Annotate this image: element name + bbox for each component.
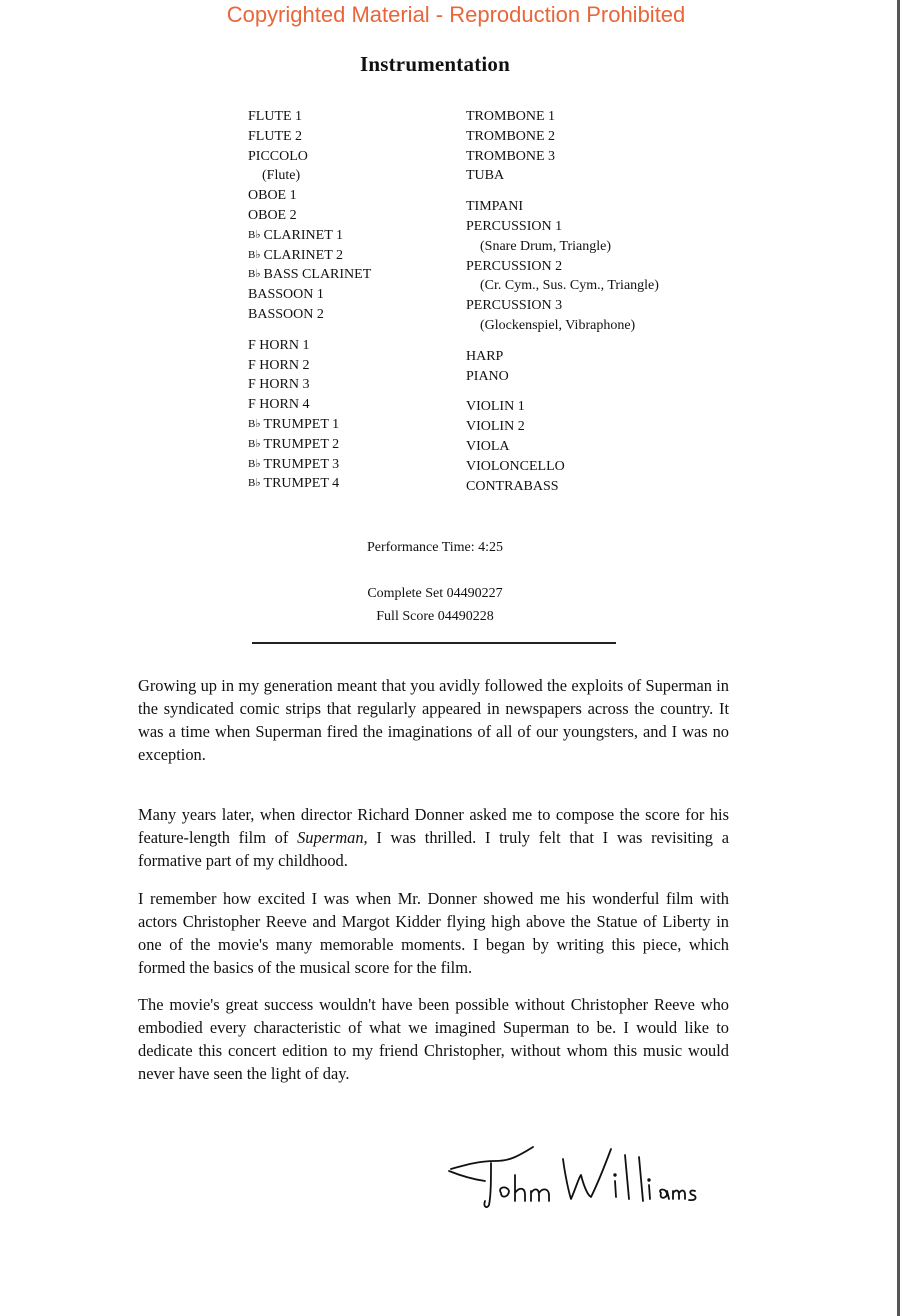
instrument-left-item	[248, 375, 371, 395]
instrument-label: (Glockenspiel, Vibraphone)	[480, 317, 636, 333]
instrument-right-item	[466, 397, 659, 417]
instrument-label: OBOE 2	[248, 207, 297, 223]
instrument-left-item	[248, 455, 371, 475]
flat-symbol: B♭	[248, 268, 261, 281]
instrument-label: BASSOON 2	[248, 306, 324, 322]
flat-symbol: B♭	[248, 417, 261, 430]
instrument-left-item	[248, 474, 371, 494]
list-spacer	[466, 186, 659, 197]
instrument-right-item	[466, 477, 659, 497]
instrument-right-item	[466, 166, 659, 186]
instrument-label: (Snare Drum, Triangle)	[480, 238, 612, 254]
flat-symbol: B♭	[248, 228, 261, 241]
instrument-label: BASSOON 1	[248, 287, 324, 303]
performance-time: Performance Time: 4:25	[366, 540, 504, 555]
instrument-left-item	[248, 415, 371, 435]
instrument-right-item	[466, 347, 659, 367]
instrument-right-item	[466, 437, 659, 457]
instrument-left-item	[248, 147, 371, 167]
flat-symbol: B♭	[248, 437, 261, 450]
instrument-label: TUBA	[466, 168, 505, 184]
instrument-left-item	[248, 107, 371, 127]
instrument-label: TRUMPET 4	[263, 476, 340, 492]
instrument-left-item	[248, 265, 371, 285]
paragraph-1: Growing up in my generation meant that you avidly followed the exploits of Superman in the syndicated comic strips that regularly appeared in newspapers across the country. It was a time when Superman fired the imaginations of all of our youngsters, and I was no exception.	[138, 676, 729, 764]
signature-john-williams	[445, 1135, 705, 1225]
instrument-label: F HORN 3	[248, 377, 310, 393]
instrument-label: BASS CLARINET	[263, 267, 372, 283]
paragraph-3: I remember how excited I was when Mr. Donner showed me his wonderful film with actors Christopher Reeve and Margot Kidder flying high above the Statue of Liberty in one of the movie's many memorable moments. I began by writing this piece, which formed the basics of the musical score for the film.	[138, 889, 729, 977]
instrument-left-item	[248, 356, 371, 376]
instrument-label: VIOLA	[466, 438, 510, 454]
instrument-label: PERCUSSION 1	[466, 218, 563, 234]
instrument-label: TIMPANI	[466, 199, 524, 215]
instrument-label: PIANO	[466, 368, 509, 384]
instrument-label: PERCUSSION 2	[466, 258, 563, 274]
instrument-right-item	[466, 127, 659, 147]
instrument-label: (Flute)	[262, 168, 301, 184]
instrument-label: F HORN 1	[248, 337, 310, 353]
instrument-left-item	[248, 285, 371, 305]
instrument-label: PERCUSSION 3	[466, 298, 563, 314]
flat-symbol: B♭	[248, 248, 261, 261]
instrument-label: VIOLONCELLO	[466, 458, 565, 474]
instrument-right-item	[466, 197, 659, 217]
instrument-label: TRUMPET 2	[263, 436, 340, 452]
instrument-right-item	[466, 296, 659, 316]
instrument-label: TRUMPET 1	[263, 416, 340, 432]
instrument-left-item	[248, 206, 371, 226]
instrument-label: F HORN 4	[248, 397, 310, 413]
instrument-label: FLUTE 2	[248, 128, 303, 144]
instrument-label: TROMBONE 1	[466, 109, 556, 124]
page-title: Instrumentation	[359, 52, 510, 76]
paragraph-2	[138, 803, 729, 872]
instrument-right-item	[466, 257, 659, 277]
instrument-left-item	[248, 305, 371, 325]
instrument-label: FLUTE 1	[248, 109, 303, 124]
instrument-label: F HORN 2	[248, 357, 310, 373]
instrument-label: TRUMPET 3	[263, 456, 340, 472]
paragraph-2-text-a: Many years later, when director Richard Donner asked me to compose the score for his feature-length film of	[138, 805, 729, 847]
instrument-right-item	[466, 217, 659, 237]
instrument-list-right	[466, 107, 659, 496]
paragraph-4: The movie's great success wouldn't have been possible without Christopher Reeve who embodied every characteristic of what we imagined Superman to be. I would like to dedicate this concert edition to my friend Christopher, without whom this music would never have seen the light of day.	[138, 995, 729, 1083]
flat-symbol: B♭	[248, 477, 261, 490]
list-spacer	[466, 386, 659, 397]
instrument-left-item	[248, 226, 371, 246]
instrument-label: CLARINET 1	[263, 227, 343, 243]
instrument-left-item	[248, 186, 371, 206]
instrument-right-item	[466, 457, 659, 477]
instrument-left-item	[248, 336, 371, 356]
instrument-label: CLARINET 2	[263, 247, 343, 263]
instrument-label: CONTRABASS	[466, 478, 559, 494]
instrument-label: TROMBONE 3	[466, 148, 556, 164]
instrument-right-item	[466, 367, 659, 387]
instrument-right-item	[466, 276, 659, 296]
instrument-list-left	[248, 107, 371, 494]
list-spacer	[466, 336, 659, 347]
copyright-watermark: Copyrighted Material - Reproduction Prohibited	[226, 2, 686, 27]
flat-symbol: B♭	[248, 457, 261, 470]
divider-rule	[252, 642, 616, 644]
instrument-left-item	[248, 246, 371, 266]
instrument-left-item	[248, 395, 371, 415]
instrument-label: (Cr. Cym., Sus. Cym., Triangle)	[480, 278, 659, 294]
instrument-label: PICCOLO	[248, 148, 308, 164]
instrument-left-item	[248, 435, 371, 455]
instrument-right-item	[466, 417, 659, 437]
complete-set-number: Complete Set 04490227	[367, 586, 503, 601]
instrument-left-item	[248, 166, 371, 186]
instrument-label: TROMBONE 2	[466, 128, 556, 144]
instrument-left-item	[248, 127, 371, 147]
full-score-number: Full Score 04490228	[376, 609, 494, 624]
instrument-label: OBOE 1	[248, 188, 297, 204]
instrument-right-item	[466, 237, 659, 257]
instrument-right-item	[466, 107, 659, 127]
paragraph-2-text-b: , I was thrilled. I truly felt that I was revisiting a formative part of my childhood.	[138, 828, 729, 870]
instrument-right-item	[466, 316, 659, 336]
instrument-label: VIOLIN 2	[466, 419, 525, 435]
film-title: Superman	[297, 828, 364, 847]
instrument-label: VIOLIN 1	[466, 399, 525, 415]
instrument-right-item	[466, 147, 659, 167]
list-spacer	[248, 325, 371, 336]
instrument-label: HARP	[466, 348, 504, 364]
